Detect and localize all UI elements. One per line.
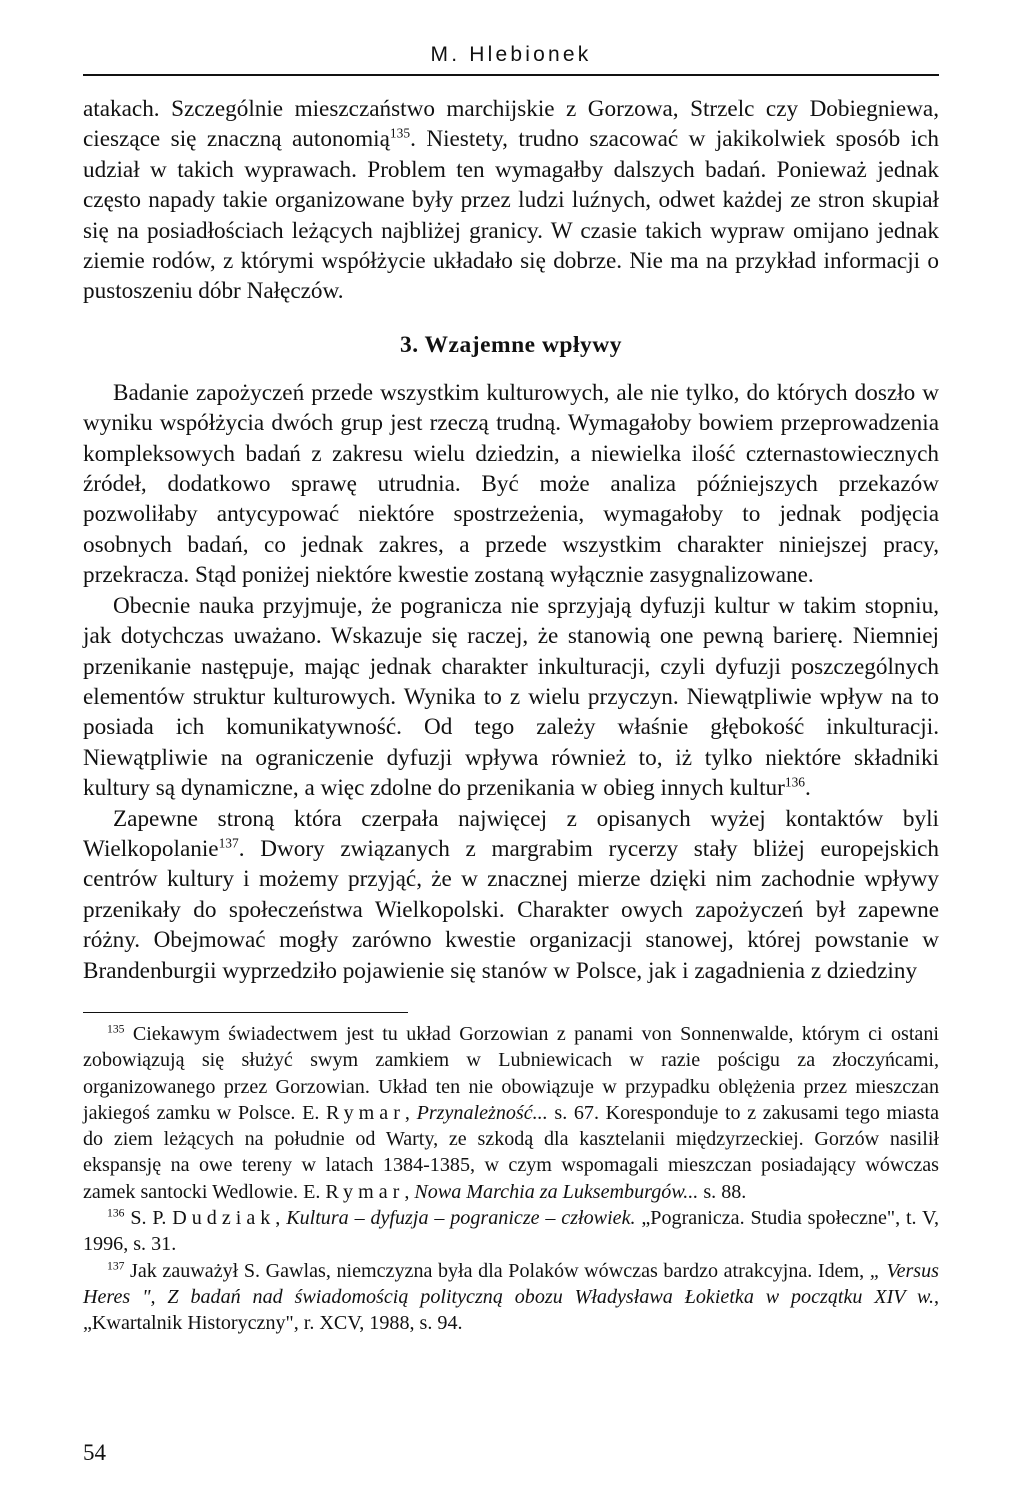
- running-head: M. Hlebionek: [430, 43, 592, 66]
- footnote-title: Przynależność...: [416, 1101, 548, 1124]
- footnote-title: „ Versus Heres ", Z badań nad świadomością polityczną obozu Władysława Łokietka w początku XIV w.: [83, 1259, 939, 1308]
- page: [83, 40, 939, 1337]
- footnote-author: Dudziak: [172, 1207, 276, 1230]
- footnote-rule: [83, 1012, 408, 1013]
- footnote-text: Jak zauważył S. Gawlas, niemczyzna była dla Polaków wówczas bardzo atrakcyjna. Idem,: [130, 1259, 865, 1282]
- paragraph-1: [83, 94, 939, 307]
- footnotes: [83, 1021, 939, 1337]
- footnote-135: [83, 1021, 939, 1205]
- footnote-137: [83, 1258, 939, 1337]
- paragraph-2: Badanie zapożyczeń przede wszystkim kulturowych, ale nie tylko, do których doszło w wyniku współżycia dwóch grup jest rzeczą trudną. Wymagałoby bowiem przeprowadzenia kompleksowych badań z zakresu wielu dziedzin, a niewielka ilość czternastowiecznych źródeł, dodatkowo sprawę utrudnia. Być może analiza późniejszych przekazów pozwoliłaby antycypować niektóre spostrzeżenia, wymagałoby to jednak podjęcia osobnych badań, co jednak zakres, a przede wszystkim charakter niniejszej pracy, przekracza. Stąd poniżej niektóre kwestie zostaną wyłącznie zasygnalizowane.: [83, 379, 939, 589]
- footnote-number: 135: [107, 1022, 125, 1036]
- footnote-136: [83, 1205, 939, 1258]
- footnote-text: s. 88.: [703, 1180, 747, 1203]
- paragraph-3-text-a: Obecnie nauka przyjmuje, że pogranicza nie sprzyjają dyfuzji kultur w takim stopniu, jak dotychczas uważano. Wskazuje się raczej, że stanowią one pewną barierę. Niemniej przenikanie następuje, mając jednak charakter inkulturacji, czyli dyfuzji poszczególnych elementów struktur kulturowych. Wynika to z wielu przyczyn. Niewątpliwie wpływ na to posiada ich komunikatywność. Od tego zależy właśnie głębokość inkulturacji. Niewątpliwie na ograniczenie dyfuzji wpływa również to, iż tylko niektóre składniki kultury są dynamiczne, a więc zdolne do przenikania w obieg innych kultur: [83, 592, 939, 802]
- paragraph-4: [83, 804, 939, 986]
- footnote-number: 137: [107, 1258, 125, 1272]
- footnote-text: ,: [275, 1207, 281, 1230]
- footnote-title: Nowa Marchia za Luksemburgów...: [414, 1180, 699, 1203]
- footnote-number: 136: [107, 1206, 125, 1220]
- paragraph-4-text-a: Zapewne stroną która czerpała najwięcej z opisanych wyżej kontaktów byli Wielkopolanie: [83, 805, 939, 862]
- section-title: 3. Wzajemne wpływy: [399, 331, 622, 358]
- footnote-ref-135[interactable]: 135: [389, 125, 411, 141]
- footnote-text: ,: [404, 1180, 410, 1203]
- footnote-text: S. P.: [130, 1207, 167, 1230]
- footnote-ref-137[interactable]: 137: [218, 835, 239, 851]
- footnote-text: „Pogranicza. Studia społeczne", t. V, 1996, s. 31.: [83, 1207, 939, 1256]
- footnote-author: Rymar: [326, 1101, 405, 1124]
- footnote-text: ,: [404, 1101, 410, 1124]
- paragraph-1-text-a: atakach. Szczególnie mieszczaństwo marchijskie z Gorzowa, Strzelc czy Dobiegniewa, cieszące się znaczną autonomią: [83, 96, 939, 153]
- footnote-author: Rymar: [325, 1180, 405, 1203]
- footnote-text: , „Kwartalnik Historyczny", r. XCV, 1988, s. 94.: [83, 1285, 939, 1335]
- footnote-ref-136[interactable]: 136: [784, 774, 805, 790]
- header-rule: [83, 74, 939, 76]
- footnote-text: Ciekawym świadectwem jest tu układ Gorzowian z panami von Sonnenwalde, którym ci ostani zobowiązują się służyć swym zamkiem w Lubniewicach w razie pościgu za złoczyńcami, organizowanego przez Gorzowian. Układ ten nie obowiązuje w przypadku oblężenia przez mieszczan jakiegoś zamku w Polsce. E.: [83, 1022, 939, 1124]
- paragraph-4-text-b: . Dwory związanych z margrabim rycerzy stały bliżej europejskich centrów kultury i możemy przyjąć, że w znacznej mierze dzięki nim zachodnie wpływy przenikały do społeczeństwa Wielkopolski. Charakter owych zapożyczeń był zapewne różny. Obejmować mogły zarówno kwestie organizacji stanowej, której powstanie w Brandenburgii wyprzedziło pojawienie się stanów w Polsce, jak i zagadnienia z dziedziny: [83, 835, 939, 984]
- paragraph-3: [83, 591, 939, 804]
- page-number: 54: [83, 1440, 106, 1465]
- paragraph-3-text-b: .: [805, 775, 811, 802]
- footnote-text: s. 67. Koresponduje to z zakusami tego miasta do ziem leżących na południe od Warty, ze szkodą dla kasztelanii międzyrzeckiej. Gorzów nasilił ekspansję na owe tereny w latach 1384-1385, w czym wspomagali mieszczan posiadający wówczas zamek santocki Wedlowie. E.: [83, 1101, 939, 1203]
- body-text: [83, 94, 939, 986]
- footnote-title: Kultura – dyfuzja – pogranicze – człowiek.: [286, 1207, 636, 1230]
- paragraph-1-text-b: . Niestety, trudno szacować w jakikolwiek sposób ich udział w takich wyprawach. Problem ten wymagałby dalszych badań. Ponieważ jednak często napady takie organizowane były przez ludzi luźnych, odwet każdej ze stron skupiał się na posiadłościach leżących najbliżej granicy. W czasie takich wypraw omijano jednak ziemie rodów, z którymi współżycie układało się dobrze. Nie ma na przykład informacji o pustoszeniu dóbr Nałęczów.: [83, 126, 939, 305]
